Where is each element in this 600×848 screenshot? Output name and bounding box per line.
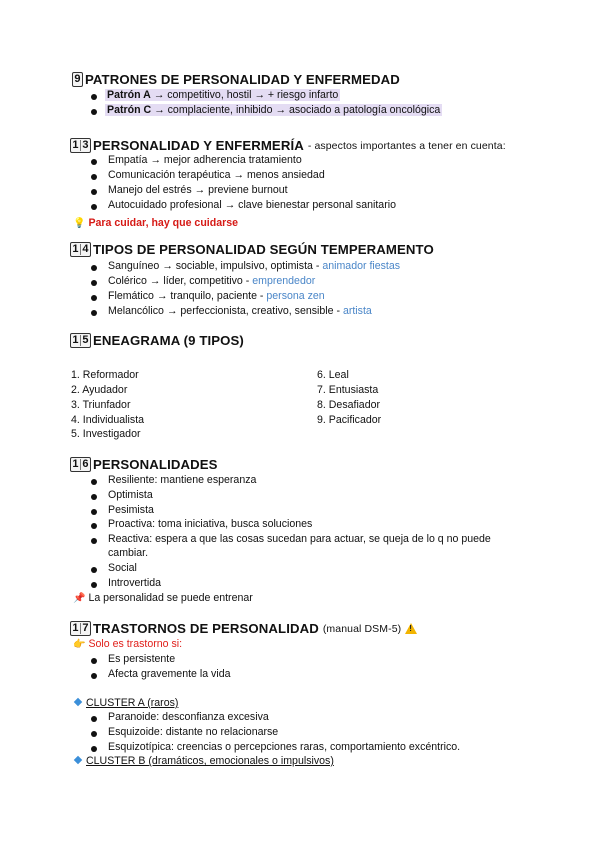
number-badge: 1 7	[70, 621, 91, 636]
list-item: Melancólico → perfeccionista, creativo, sensible - artista	[108, 305, 372, 317]
number-badge: 9	[72, 72, 83, 87]
condition-note: 👉 Solo es trastorno si:	[73, 638, 183, 650]
section-title: TIPOS DE PERSONALIDAD SEGÚN TEMPERAMENTO	[93, 242, 434, 257]
list-item: Social	[108, 562, 137, 574]
bullet-icon	[91, 582, 97, 588]
section-9-heading	[72, 72, 400, 87]
number-badge: 1 5	[70, 333, 91, 348]
list-item: Paranoide: desconfianza excesiva	[108, 711, 269, 723]
bullet-icon	[91, 716, 97, 722]
blue-diamond-icon	[74, 698, 82, 706]
pushpin-icon: 📌	[73, 593, 86, 604]
section-title: PERSONALIDADES	[93, 457, 218, 472]
list-item: Flemático → tranquilo, paciente - persona zen	[108, 290, 325, 302]
bullet-icon	[91, 295, 97, 301]
bullet-icon	[91, 567, 97, 573]
enneagram-type: 5. Investigador	[71, 428, 141, 440]
enneagram-type: 2. Ayudador	[71, 384, 128, 396]
bullet-icon	[91, 109, 97, 115]
section-16-heading	[70, 457, 218, 472]
section-13-heading	[70, 138, 506, 153]
section-14-heading	[70, 242, 434, 257]
bullet-icon	[91, 538, 97, 544]
list-item-continuation: cambiar.	[108, 547, 149, 559]
bullet-icon	[91, 658, 97, 664]
number-badge: 1 3	[70, 138, 91, 153]
training-note: 📌 La personalidad se puede entrenar	[73, 592, 253, 604]
bullet-icon	[91, 509, 97, 515]
bullet-icon	[91, 280, 97, 286]
bullet-icon	[91, 204, 97, 210]
list-item: Esquizotípica: creencias o percepciones raras, comportamiento excéntrico.	[108, 741, 461, 753]
section-subtitle: (manual DSM-5)	[322, 622, 402, 635]
section-17-heading	[70, 621, 417, 636]
bullet-icon	[91, 673, 97, 679]
list-item: Optimista	[108, 489, 153, 501]
list-item: Manejo del estrés → previene burnout	[108, 184, 288, 196]
section-title: TRASTORNOS DE PERSONALIDAD	[93, 621, 319, 636]
bullet-icon	[91, 174, 97, 180]
section-subtitle: - aspectos importantes a tener en cuenta:	[307, 139, 506, 152]
bullet-icon	[91, 479, 97, 485]
care-note: 💡 Para cuidar, hay que cuidarse	[73, 217, 239, 229]
list-item: Es persistente	[108, 653, 176, 665]
number-badge: 1 4	[70, 242, 91, 257]
bullet-icon	[91, 494, 97, 500]
enneagram-type: 1. Reformador	[71, 369, 139, 381]
section-title: PATRONES DE PERSONALIDAD Y ENFERMEDAD	[85, 72, 400, 87]
bullet-icon	[91, 265, 97, 271]
enneagram-type: 6. Leal	[317, 369, 349, 381]
list-item: Introvertida	[108, 577, 161, 589]
list-item: Patrón C → complaciente, inhibido → asociado a patología oncológica	[107, 104, 441, 116]
cluster-a-heading: CLUSTER A (raros)	[73, 697, 178, 710]
bullet-icon	[91, 731, 97, 737]
list-item: Autocuidado profesional → clave bienestar personal sanitario	[108, 199, 396, 211]
list-item: Esquizoide: distante no relacionarse	[108, 726, 279, 738]
enneagram-type: 9. Pacificador	[317, 414, 382, 426]
list-item: Colérico → líder, competitivo - emprendedor	[108, 275, 316, 287]
section-15-heading	[70, 333, 244, 348]
list-item: Comunicación terapéutica → menos ansiedad	[108, 169, 325, 181]
bullet-icon	[91, 94, 97, 100]
bullet-icon	[91, 189, 97, 195]
warning-icon	[405, 623, 417, 634]
enneagram-type: 8. Desafiador	[317, 399, 381, 411]
bullet-icon	[91, 523, 97, 529]
enneagram-type: 7. Entusiasta	[317, 384, 379, 396]
list-item: Patrón A → competitivo, hostil → + riesgo infarto	[107, 89, 339, 101]
bullet-icon	[91, 310, 97, 316]
pointing-hand-icon: 👉	[73, 639, 86, 650]
list-item: Pesimista	[108, 504, 154, 516]
number-badge: 1 6	[70, 457, 91, 472]
enneagram-type: 4. Individualista	[71, 414, 145, 426]
section-title: ENEAGRAMA (9 TIPOS)	[93, 333, 244, 348]
enneagram-type: 3. Triunfador	[71, 399, 131, 411]
list-item: Resiliente: mantiene esperanza	[108, 474, 257, 486]
list-item: Empatía → mejor adherencia tratamiento	[108, 154, 302, 166]
list-item: Proactiva: toma iniciativa, busca soluciones	[108, 518, 313, 530]
section-title: PERSONALIDAD Y ENFERMERÍA	[93, 138, 304, 153]
list-item: Sanguíneo → sociable, impulsivo, optimista - animador fiestas	[108, 260, 401, 272]
bullet-icon	[91, 746, 97, 752]
list-item: Afecta gravemente la vida	[108, 668, 231, 680]
list-item: Reactiva: espera a que las cosas sucedan para actuar, se queja de lo q no puede	[108, 533, 491, 545]
cluster-b-heading: CLUSTER B (dramáticos, emocionales o impulsivos)	[73, 755, 334, 768]
bullet-icon	[91, 159, 97, 165]
lightbulb-icon: 💡	[73, 218, 86, 229]
blue-diamond-icon	[74, 756, 82, 764]
